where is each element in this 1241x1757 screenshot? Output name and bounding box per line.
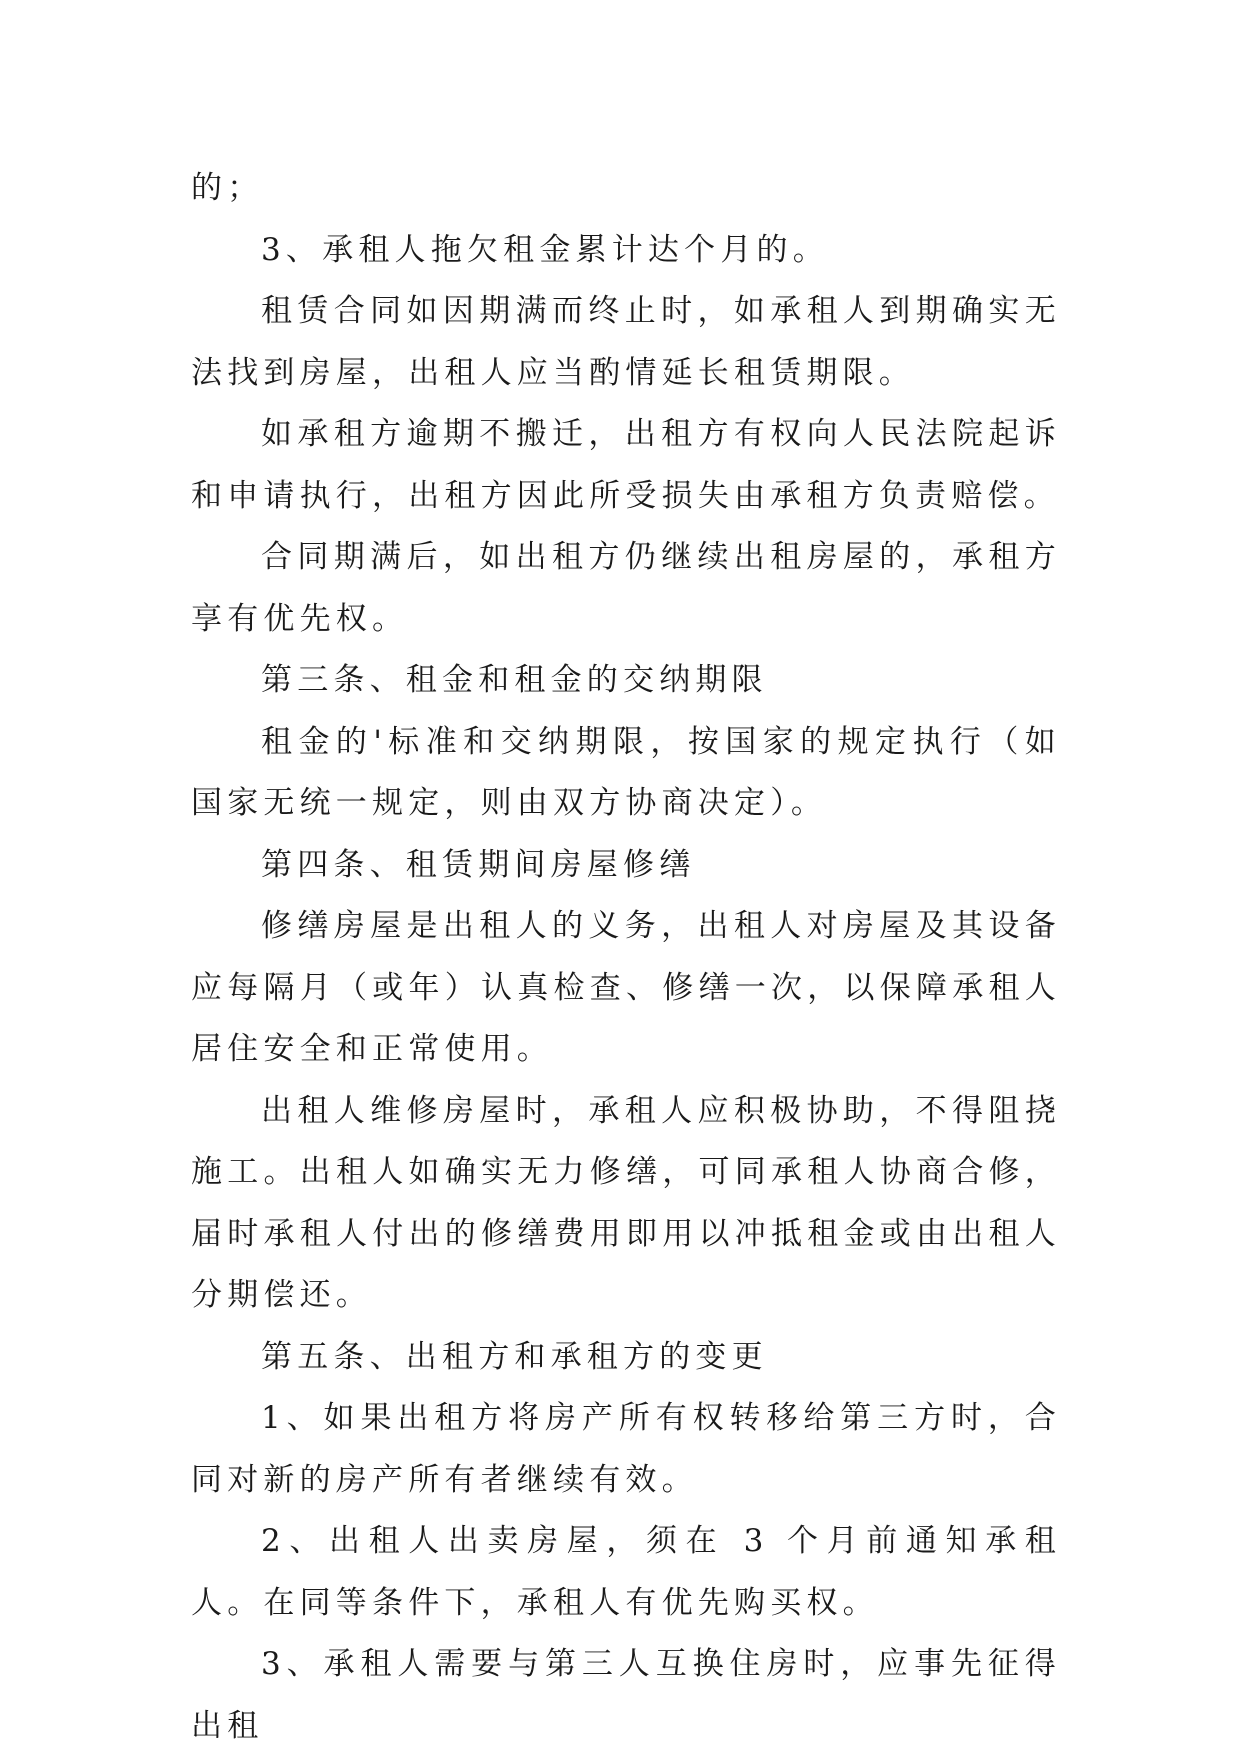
paragraph: 的； <box>191 170 264 206</box>
paragraph: 合同期满后，如出租方仍继续出租房屋的，承租方享有优先权。 <box>191 539 1061 637</box>
paragraph: 3、承租人拖欠租金累计达个月的。 <box>261 231 829 268</box>
section-heading: 第五条、出租方和承租方的变更 <box>261 1338 768 1375</box>
paragraph: 修缮房屋是出租人的义务，出租人对房屋及其设备应每隔月（或年）认真检查、修缮一次，以保障承租人居住安全和正常使用。 <box>191 908 1061 1067</box>
paragraph: 租金的'标准和交纳期限，按国家的规定执行（如国家无统一规定，则由双方协商决定）。 <box>191 723 1061 821</box>
paragraph: 3、承租人需要与第三人互换住房时，应事先征得出租 <box>191 1646 1061 1744</box>
paragraph: 1、如果出租方将房产所有权转移给第三方时，合同对新的房产所有者继续有效。 <box>191 1400 1061 1498</box>
paragraph: 租赁合同如因期满而终止时，如承租人到期确实无法找到房屋，出租人应当酌情延长租赁期限。 <box>191 293 1061 391</box>
section-heading: 第三条、租金和租金的交纳期限 <box>261 662 768 698</box>
paragraph: 2、出租人出卖房屋，须在 3 个月前通知承租人。在同等条件下，承租人有优先购买权。 <box>191 1523 1061 1621</box>
document-body <box>191 158 1061 1757</box>
paragraph: 出租人维修房屋时，承租人应积极协助，不得阻挠施工。出租人如确实无力修缮，可同承租人协商合修，届时承租人付出的修缮费用即用以冲抵租金或由出租人分期偿还。 <box>191 1092 1061 1313</box>
section-heading: 第四条、租赁期间房屋修缮 <box>261 846 696 883</box>
paragraph: 如承租方逾期不搬迁，出租方有权向人民法院起诉和申请执行，出租方因此所受损失由承租方负责赔偿。 <box>191 416 1061 514</box>
